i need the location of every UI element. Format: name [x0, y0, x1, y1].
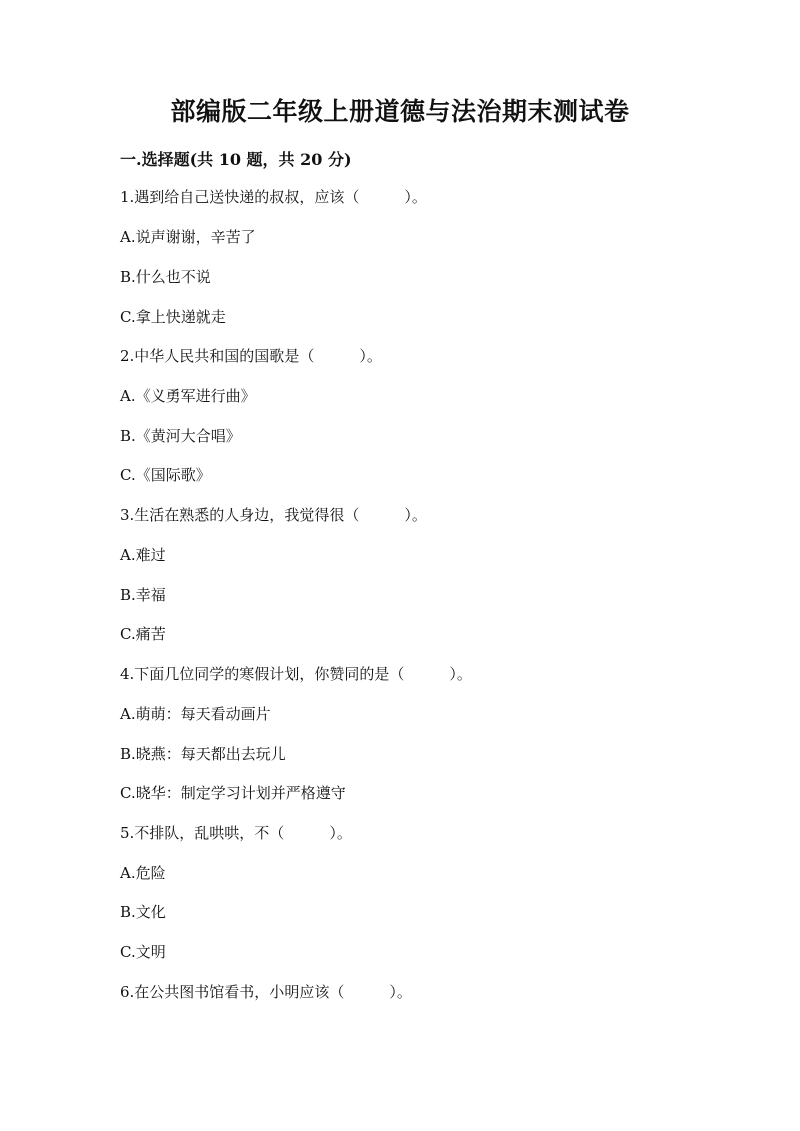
question-2-option-a: A.《义勇军进行曲》: [120, 387, 256, 405]
question-4-option-c: C.晓华：制定学习计划并严格遵守: [120, 784, 346, 802]
exam-title: 部编版二年级上册道德与法治期末测试卷: [170, 97, 630, 126]
question-2-option-b: B.《黄河大合唱》: [120, 427, 241, 445]
question-1-option-c: C.拿上快递就走: [120, 308, 226, 326]
question-1-option-b: B.什么也不说: [120, 268, 211, 286]
question-5-option-b: B.文化: [120, 903, 166, 921]
question-4-option-a: A.萌萌：每天看动画片: [120, 705, 271, 723]
question-5-option-a: A.危险: [120, 864, 166, 882]
question-4-stem: 4.下面几位同学的寒假计划，你赞同的是（ ）。: [120, 665, 472, 683]
question-3-option-b: B.幸福: [120, 586, 166, 604]
question-1-option-a: A.说声谢谢，辛苦了: [120, 228, 256, 246]
question-2-option-c: C.《国际歌》: [120, 466, 211, 484]
question-1-stem: 1.遇到给自己送快递的叔叔，应该（ ）。: [120, 188, 427, 206]
question-3-stem: 3.生活在熟悉的人身边，我觉得很（ ）。: [120, 506, 427, 524]
section-heading: 一.选择题(共 10 题，共 20 分): [120, 150, 352, 169]
question-2-stem: 2.中华人民共和国的国歌是（ ）。: [120, 347, 382, 365]
question-5-stem: 5.不排队，乱哄哄，不（ ）。: [120, 824, 352, 842]
question-5-option-c: C.文明: [120, 943, 166, 961]
question-6-stem: 6.在公共图书馆看书，小明应该（ ）。: [120, 983, 412, 1001]
question-3-option-a: A.难过: [120, 546, 166, 564]
question-3-option-c: C.痛苦: [120, 625, 166, 643]
question-4-option-b: B.晓燕：每天都出去玩儿: [120, 745, 286, 763]
